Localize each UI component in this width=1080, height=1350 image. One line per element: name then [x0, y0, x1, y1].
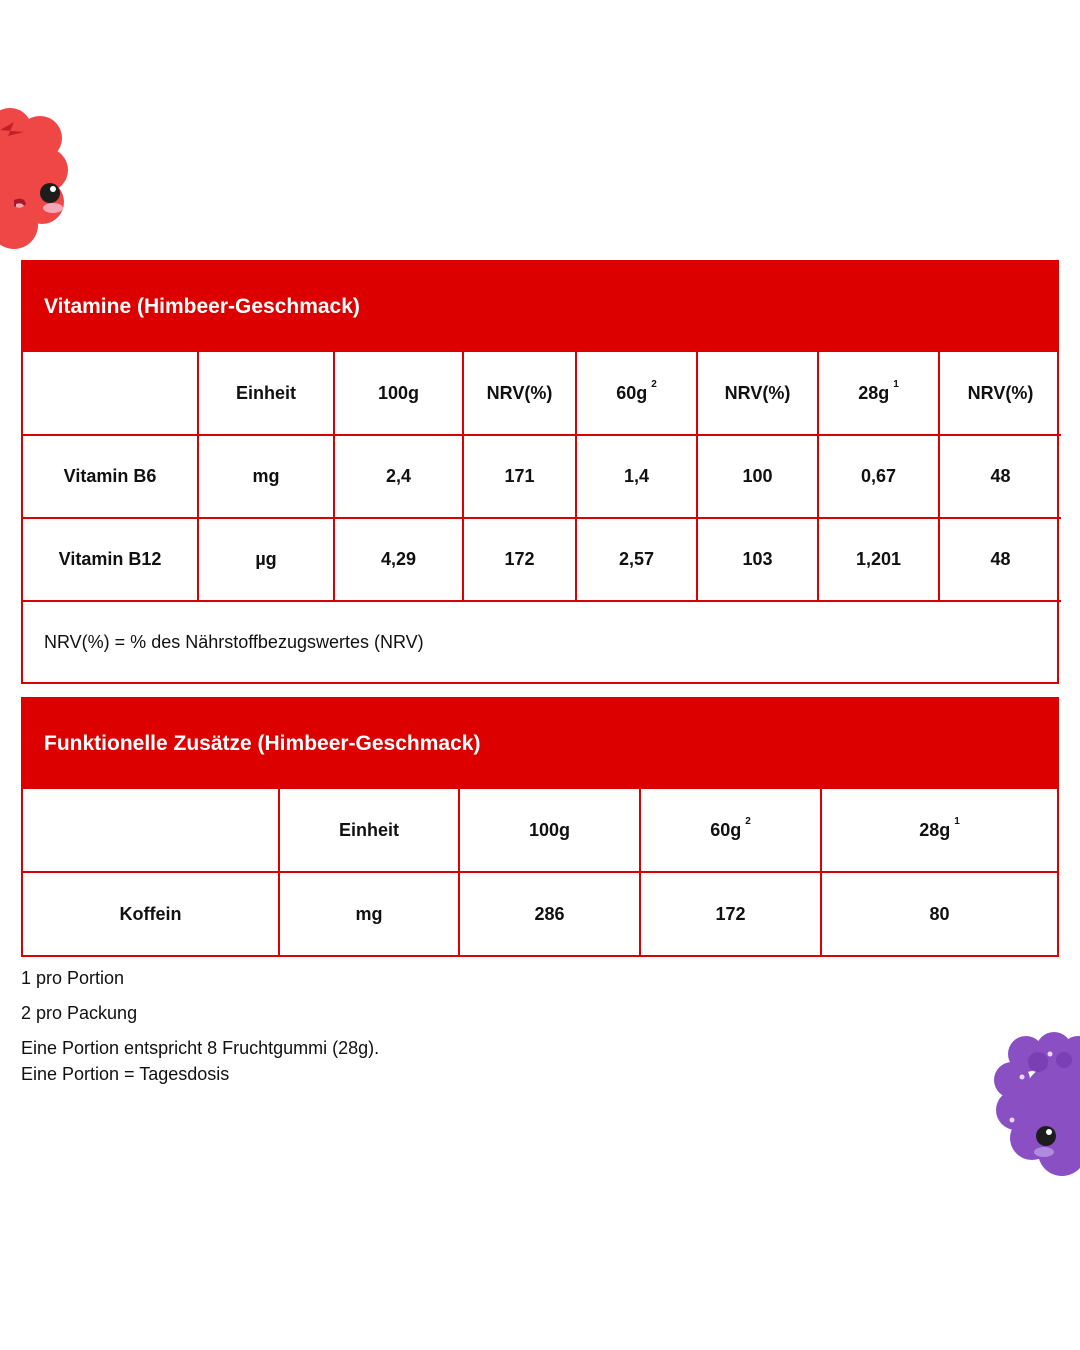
footnotes	[21, 965, 379, 1087]
functional-table-panel	[21, 697, 1059, 957]
functional-header-row	[23, 789, 1057, 872]
dose-note: Eine Portion = Tagesdosis	[21, 1064, 230, 1084]
footnote-1: 1 pro Portion	[21, 968, 125, 988]
additive-name: Koffein	[23, 872, 279, 955]
table-cell: 1,201	[818, 518, 939, 601]
table-cell: 100	[697, 435, 818, 518]
functional-header-28g: 28g $^1$	[821, 789, 1057, 872]
table-cell: mg	[279, 872, 459, 955]
footnote-marker: 1	[954, 815, 960, 827]
table-cell: 0,67	[818, 435, 939, 518]
table-row	[23, 518, 1061, 601]
vitamins-header-nrv-60g: NRV(%)	[697, 352, 818, 435]
vitamins-header-100g: 100g	[334, 352, 463, 435]
table-cell: 80	[821, 872, 1057, 955]
table-cell: 171	[463, 435, 576, 518]
table-cell: 48	[939, 435, 1061, 518]
table-cell: 4,29	[334, 518, 463, 601]
functional-header-unit: Einheit	[279, 789, 459, 872]
vitamins-note-row	[23, 601, 1061, 682]
blackberry-mascot-icon	[992, 1032, 1080, 1182]
footnote-marker: 1	[893, 378, 899, 390]
functional-header-empty	[23, 789, 279, 872]
vitamins-header-28g: 28g $^1$	[818, 352, 939, 435]
portion-note: Eine Portion entspricht 8 Fruchtgummi (28g).	[21, 1038, 380, 1058]
functional-header-100g: 100g	[459, 789, 640, 872]
footnote-marker: 2	[651, 378, 657, 390]
vitamins-table	[23, 352, 1061, 682]
vitamins-header-60g: 60g $^2$	[576, 352, 697, 435]
table-cell: 286	[459, 872, 640, 955]
table-cell: 2,57	[576, 518, 697, 601]
table-cell: 48	[939, 518, 1061, 601]
footnote-marker: 2	[745, 815, 751, 827]
footnote-2: 2 pro Packung	[21, 1003, 138, 1023]
table-cell: µg	[198, 518, 334, 601]
vitamins-header-nrv-28g: NRV(%)	[939, 352, 1061, 435]
table-row	[23, 435, 1061, 518]
table-row	[23, 872, 1057, 955]
table-cell: 2,4	[334, 435, 463, 518]
vitamins-table-title: Vitamine (Himbeer-Geschmack)	[23, 262, 1057, 352]
vitamins-header-nrv-100g: NRV(%)	[463, 352, 576, 435]
vitamin-name: Vitamin B12	[23, 518, 198, 601]
vitamins-header-empty	[23, 352, 198, 435]
table-cell: 103	[697, 518, 818, 601]
vitamins-header-row	[23, 352, 1061, 435]
functional-table	[23, 789, 1057, 955]
nrv-note: NRV(%) = % des Nährstoffbezugswertes (NRV)	[23, 601, 1061, 682]
functional-header-60g: 60g $^2$	[640, 789, 821, 872]
functional-table-title: Funktionelle Zusätze (Himbeer-Geschmack)	[23, 699, 1057, 789]
vitamins-header-unit: Einheit	[198, 352, 334, 435]
table-cell: 172	[463, 518, 576, 601]
table-cell: 172	[640, 872, 821, 955]
raspberry-mascot-icon	[0, 100, 70, 255]
table-cell: mg	[198, 435, 334, 518]
table-cell: 1,4	[576, 435, 697, 518]
vitamins-table-panel	[21, 260, 1059, 684]
vitamin-name: Vitamin B6	[23, 435, 198, 518]
